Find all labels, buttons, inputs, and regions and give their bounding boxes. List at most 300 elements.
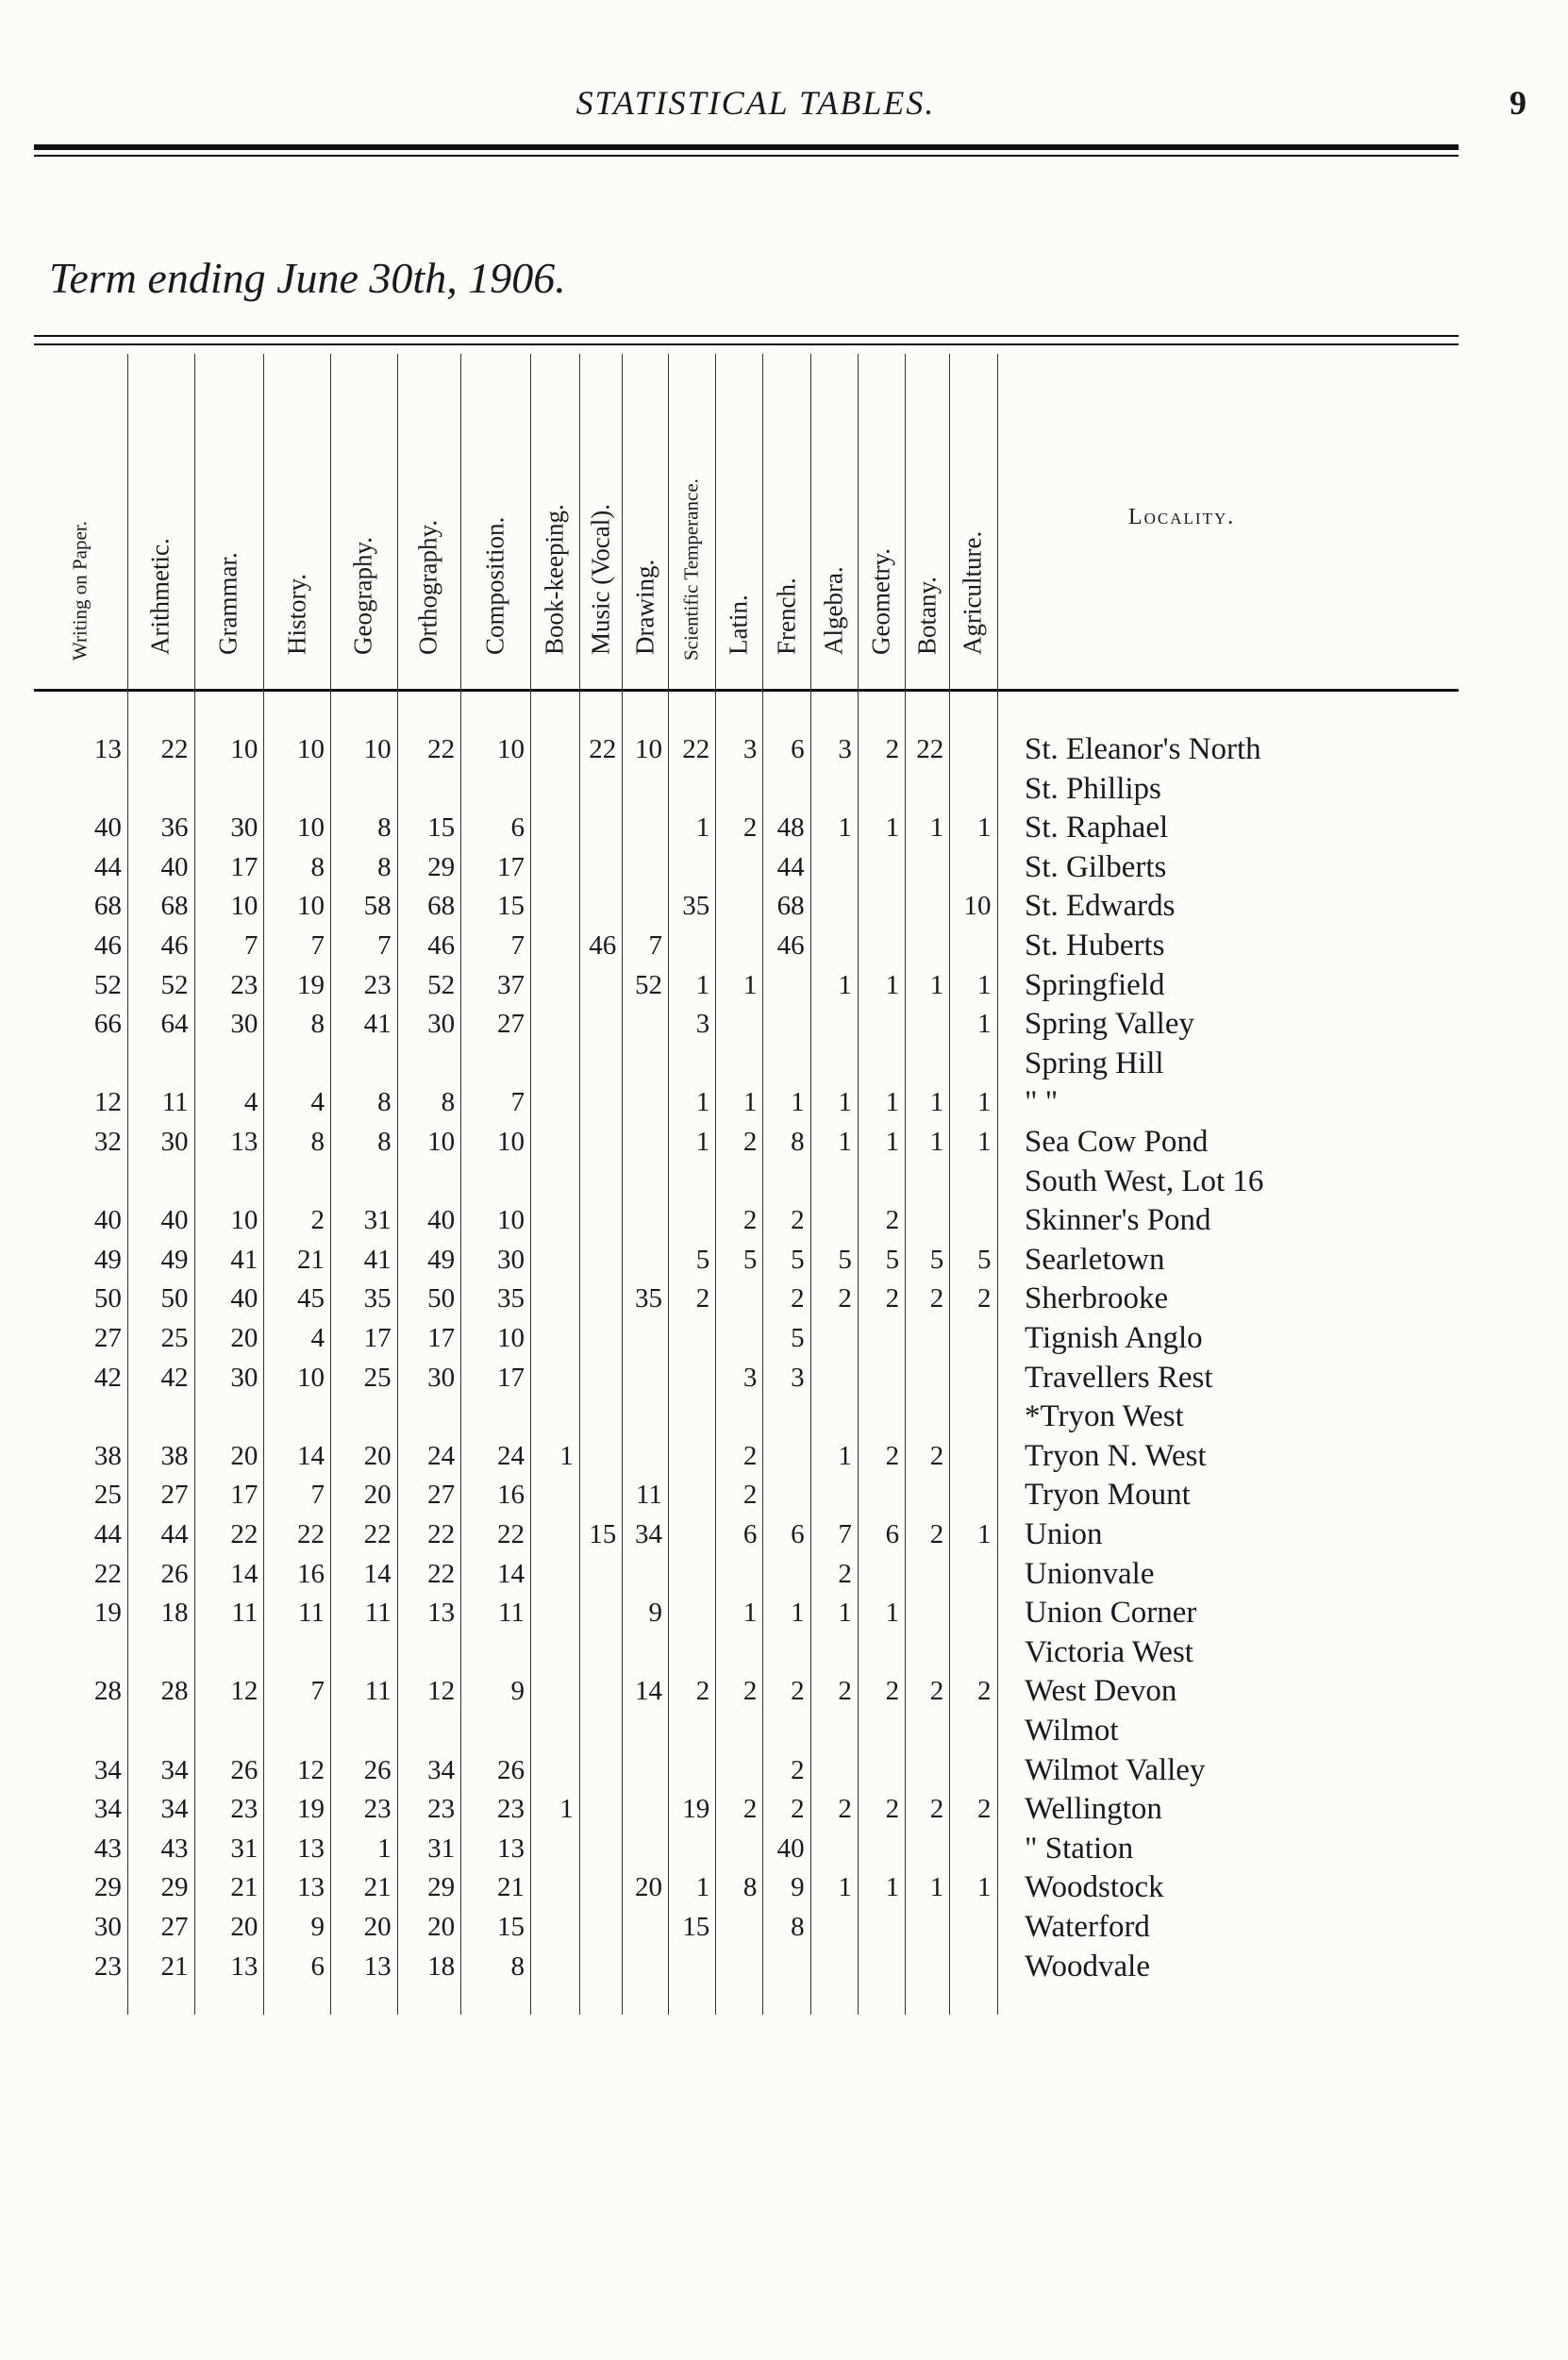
locality-name: Wellington xyxy=(1025,1792,1162,1827)
table-row xyxy=(34,1082,1459,1122)
table-row xyxy=(34,1789,1459,1829)
table-cell: 31 xyxy=(363,1205,392,1236)
table-cell: 12 xyxy=(296,1754,325,1785)
table-cell: 31 xyxy=(230,1833,259,1864)
table-cell: 25 xyxy=(93,1480,122,1511)
table-row xyxy=(34,1240,1459,1280)
table-cell: 41 xyxy=(230,1244,259,1275)
table-cell: 8 xyxy=(310,1009,325,1040)
table-cell: 2 xyxy=(929,1440,944,1471)
column-header-label: Agriculture. xyxy=(958,530,987,655)
table-cell: 12 xyxy=(427,1676,456,1707)
column-header-label: Orthography. xyxy=(413,520,442,655)
table-cell: 26 xyxy=(363,1754,392,1785)
table-cell: 2 xyxy=(695,1676,710,1707)
table-cell: 2 xyxy=(742,1127,758,1157)
table-cell: 10 xyxy=(496,734,525,764)
table-cell: 28 xyxy=(93,1676,122,1707)
locality-name: St. Huberts xyxy=(1025,929,1165,962)
table-cell: 12 xyxy=(93,1087,122,1118)
column-header-label: Music (Vocal). xyxy=(586,504,614,655)
table-cell: 2 xyxy=(742,812,758,844)
table-cell: 1 xyxy=(929,812,944,844)
table-cell: 10 xyxy=(963,891,992,922)
table-cell: 3 xyxy=(695,1009,710,1040)
column-header-label: Writing on Paper. xyxy=(68,521,92,661)
table-cell: 1 xyxy=(885,969,900,1000)
column-header-label: Botany. xyxy=(912,577,942,655)
table-cell: 17 xyxy=(427,1323,456,1353)
table-cell: 2 xyxy=(929,1283,944,1314)
column-header xyxy=(949,354,996,684)
table-cell: 27 xyxy=(427,1480,456,1511)
column-header xyxy=(34,354,127,684)
table-cell: 1 xyxy=(885,1598,900,1629)
table-cell: 2 xyxy=(885,734,900,764)
table-cell: 2 xyxy=(791,1283,805,1314)
table-cell: 37 xyxy=(496,969,525,1000)
table-cell: 7 xyxy=(838,1519,852,1549)
table-cell: 40 xyxy=(427,1205,456,1236)
table-cell: 35 xyxy=(496,1283,525,1314)
column-header xyxy=(263,354,330,684)
table-cell: 21 xyxy=(363,1872,392,1903)
table-cell: 40 xyxy=(93,812,122,844)
table-cell: 49 xyxy=(93,1244,122,1275)
page-number: 9 xyxy=(1510,84,1526,122)
table-cell: 5 xyxy=(885,1244,900,1275)
table-cell: 5 xyxy=(976,1244,992,1275)
locality-name: Sherbrooke xyxy=(1025,1281,1169,1316)
column-header xyxy=(905,354,949,684)
table-cell: 2 xyxy=(742,1676,758,1707)
table-cell: 4 xyxy=(310,1323,325,1353)
table-cell: 7 xyxy=(243,930,259,961)
table-cell: 19 xyxy=(296,969,325,1000)
table-cell: 6 xyxy=(791,1519,805,1549)
table-cell: 13 xyxy=(363,1950,392,1982)
column-header-label: Geometry. xyxy=(866,548,895,655)
table-cell: 8 xyxy=(377,1127,392,1157)
table-cell: 50 xyxy=(93,1283,122,1314)
table-row xyxy=(34,1397,1459,1436)
table-row xyxy=(34,1044,1459,1083)
table-cell: 2 xyxy=(885,1794,900,1825)
table-row xyxy=(34,1829,1459,1868)
table-cell: 24 xyxy=(427,1440,456,1471)
table-cell: 2 xyxy=(791,1205,805,1236)
table-cell: 20 xyxy=(363,1440,392,1471)
table-cell: 66 xyxy=(93,1009,122,1040)
column-header xyxy=(810,354,858,684)
table-cell: 1 xyxy=(929,1872,944,1903)
table-cell: 10 xyxy=(496,1323,525,1353)
table-cell: 40 xyxy=(230,1283,259,1314)
table-cell: 26 xyxy=(496,1754,525,1785)
running-title: STATISTICAL TABLES. xyxy=(575,84,936,122)
table-row xyxy=(34,1671,1459,1711)
table-cell: 22 xyxy=(496,1519,525,1549)
table-cell: 30 xyxy=(230,1362,259,1393)
table-cell: 6 xyxy=(791,734,805,764)
locality-name: Woodstock xyxy=(1025,1870,1164,1905)
table-cell: 43 xyxy=(93,1833,122,1864)
column-header xyxy=(579,354,623,684)
table-cell: 2 xyxy=(791,1676,805,1707)
column-header-label: Arithmetic. xyxy=(145,538,175,655)
locality-name: Travellers Rest xyxy=(1025,1360,1213,1395)
table-cell: 22 xyxy=(916,734,944,764)
column-header-label: Book-keeping. xyxy=(540,504,569,655)
table-cell: 18 xyxy=(427,1950,456,1982)
table-cell: 49 xyxy=(427,1244,456,1275)
column-header-label: Drawing. xyxy=(630,559,659,655)
table-cell: 7 xyxy=(310,1676,325,1707)
table-cell: 1 xyxy=(929,969,944,1000)
table-cell: 46 xyxy=(589,930,617,961)
table-cell: 19 xyxy=(93,1598,122,1629)
table-cell: 30 xyxy=(160,1127,189,1157)
table-cell: 23 xyxy=(93,1950,122,1982)
table-cell: 1 xyxy=(838,1440,852,1471)
table-cell: 15 xyxy=(589,1519,617,1549)
table-cell: 16 xyxy=(496,1480,525,1511)
table-cell: 1 xyxy=(885,1872,900,1903)
locality-name: Union xyxy=(1025,1517,1103,1551)
table-cell: 1 xyxy=(929,1127,944,1157)
table-cell: 15 xyxy=(496,891,525,922)
table-cell: 36 xyxy=(160,812,189,844)
table-cell: 27 xyxy=(160,1912,189,1942)
table-cell: 50 xyxy=(160,1283,189,1314)
table-cell: 1 xyxy=(885,812,900,844)
table-cell: 2 xyxy=(742,1205,758,1236)
table-cell: 11 xyxy=(231,1598,259,1629)
locality-name: St. Gilberts xyxy=(1025,849,1167,884)
table-cell: 21 xyxy=(496,1872,525,1903)
table-cell: 45 xyxy=(296,1283,325,1314)
table-cell: 28 xyxy=(160,1676,189,1707)
table-cell: 8 xyxy=(310,1127,325,1157)
locality-name: Unionvale xyxy=(1025,1556,1155,1591)
table-row xyxy=(34,926,1459,965)
column-header xyxy=(762,354,809,684)
table-cell: 26 xyxy=(160,1558,189,1589)
table-cell: 1 xyxy=(791,1598,805,1629)
table-cell: 19 xyxy=(682,1794,710,1825)
table-cell: 9 xyxy=(791,1872,805,1903)
table-cell: 29 xyxy=(427,851,456,882)
table-cell: 13 xyxy=(427,1598,456,1629)
table-cell: 22 xyxy=(160,734,189,764)
table-row xyxy=(34,1593,1459,1632)
table-cell: 8 xyxy=(377,851,392,882)
table-cell: 14 xyxy=(230,1558,259,1589)
table-row xyxy=(34,1554,1459,1594)
table-cell: 22 xyxy=(427,1519,456,1549)
table-cell: 10 xyxy=(427,1127,456,1157)
table-row xyxy=(34,965,1459,1005)
table-cell: 2 xyxy=(838,1283,852,1314)
table-cell: 41 xyxy=(363,1009,392,1040)
locality-name: Searletown xyxy=(1025,1242,1165,1277)
table-cell: 15 xyxy=(496,1912,525,1942)
column-header-label: Latin. xyxy=(724,594,753,655)
table-cell: 6 xyxy=(510,812,525,844)
table-cell: 2 xyxy=(885,1440,900,1471)
column-header xyxy=(127,354,194,684)
table-cell: 6 xyxy=(885,1519,900,1549)
table-cell: 5 xyxy=(838,1244,852,1275)
header-rule-thick xyxy=(34,144,1459,150)
table-cell: 14 xyxy=(496,1558,525,1589)
table-cell: 30 xyxy=(427,1362,456,1393)
table-row xyxy=(34,1122,1459,1162)
table-cell: 4 xyxy=(243,1087,259,1118)
table-cell: 38 xyxy=(160,1440,189,1471)
table-cell: 23 xyxy=(230,969,259,1000)
table-cell: 1 xyxy=(976,1127,992,1157)
table-cell: 21 xyxy=(160,1950,189,1982)
table-cell: 8 xyxy=(377,1087,392,1118)
table-cell: 1 xyxy=(929,1087,944,1118)
table-cell: 52 xyxy=(427,969,456,1000)
table-cell: 11 xyxy=(364,1598,392,1629)
table-row xyxy=(34,1867,1459,1907)
locality-name: St. Raphael xyxy=(1025,811,1169,845)
table-row xyxy=(34,1515,1459,1554)
table-cell: 18 xyxy=(160,1598,189,1629)
column-header-label: History. xyxy=(282,574,311,655)
table-cell: 5 xyxy=(791,1244,805,1275)
table-cell: 13 xyxy=(296,1872,325,1903)
locality-name: " Station xyxy=(1025,1831,1134,1866)
table-row xyxy=(34,1436,1459,1476)
table-cell: 48 xyxy=(776,812,805,844)
table-cell: 16 xyxy=(296,1558,325,1589)
table-cell: 1 xyxy=(838,1087,852,1118)
table-cell: 11 xyxy=(636,1480,662,1511)
table-cell: 40 xyxy=(160,1205,189,1236)
table-cell: 2 xyxy=(838,1676,852,1707)
column-header xyxy=(858,354,905,684)
table-cell: 1 xyxy=(559,1794,574,1825)
table-cell: 44 xyxy=(160,1519,189,1549)
table-cell: 1 xyxy=(742,969,758,1000)
table-cell: 1 xyxy=(976,1087,992,1118)
table-cell: 20 xyxy=(363,1912,392,1942)
table-cell: 31 xyxy=(427,1833,456,1864)
table-cell: 13 xyxy=(230,1950,259,1982)
table-cell: 40 xyxy=(93,1205,122,1236)
table-cell: 10 xyxy=(496,1205,525,1236)
table-cell: 1 xyxy=(695,969,710,1000)
table-cell: 9 xyxy=(510,1676,525,1707)
table-cell: 17 xyxy=(230,1480,259,1511)
table-row xyxy=(34,1475,1459,1515)
locality-name: St. Edwards xyxy=(1025,889,1176,924)
table-cell: 2 xyxy=(929,1794,944,1825)
table-cell: 50 xyxy=(427,1283,456,1314)
table-cell: 27 xyxy=(93,1323,122,1353)
column-header-label: Composition. xyxy=(480,516,509,655)
table-cell: 8 xyxy=(791,1912,805,1942)
table-cell: 8 xyxy=(441,1087,456,1118)
table-cell: 34 xyxy=(427,1754,456,1785)
table-cell: 2 xyxy=(791,1794,805,1825)
table-cell: 20 xyxy=(427,1912,456,1942)
table-cell: 30 xyxy=(93,1912,122,1942)
table-cell: 11 xyxy=(161,1087,189,1118)
locality-header: Locality. xyxy=(1128,505,1236,529)
table-cell: 2 xyxy=(885,1283,900,1314)
table-cell: 2 xyxy=(929,1519,944,1549)
table-cell: 1 xyxy=(742,1598,758,1629)
table-cell: 29 xyxy=(427,1872,456,1903)
table-cell: 10 xyxy=(363,734,392,764)
locality-name: Woodvale xyxy=(1025,1949,1150,1983)
table-cell: 7 xyxy=(377,930,392,961)
table-cell: 23 xyxy=(230,1794,259,1825)
table-cell: 40 xyxy=(160,851,189,882)
table-cell: 40 xyxy=(776,1833,805,1864)
table-cell: 2 xyxy=(976,1794,992,1825)
locality-name: *Tryon West xyxy=(1025,1399,1184,1434)
table-cell: 19 xyxy=(296,1794,325,1825)
table-cell: 1 xyxy=(377,1833,392,1864)
table-cell: 20 xyxy=(230,1323,259,1353)
table-cell: 1 xyxy=(695,1872,710,1903)
table-row xyxy=(34,1162,1459,1201)
table-cell: 46 xyxy=(427,930,456,961)
table-top-rule-inner xyxy=(34,343,1459,345)
column-header-label: French. xyxy=(772,577,801,655)
locality-name: Spring Valley xyxy=(1025,1007,1194,1042)
table-cell: 1 xyxy=(976,969,992,1000)
table-cell: 41 xyxy=(363,1244,392,1275)
table-cell: 3 xyxy=(791,1362,805,1393)
table-cell: 2 xyxy=(695,1283,710,1314)
table-cell: 4 xyxy=(310,1087,325,1118)
table-cell: 15 xyxy=(682,1912,710,1942)
table-cell: 46 xyxy=(93,930,122,961)
table-cell: 34 xyxy=(160,1754,189,1785)
table-cell: 14 xyxy=(363,1558,392,1589)
table-cell: 20 xyxy=(363,1480,392,1511)
table-cell: 1 xyxy=(885,1087,900,1118)
table-cell: 1 xyxy=(559,1440,574,1471)
table-cell: 29 xyxy=(160,1872,189,1903)
table-cell: 52 xyxy=(160,969,189,1000)
column-header xyxy=(460,354,530,684)
column-header xyxy=(397,354,461,684)
locality-name: Waterford xyxy=(1025,1910,1150,1944)
table-cell: 7 xyxy=(648,930,662,961)
table-row xyxy=(34,1907,1459,1947)
column-header xyxy=(715,354,762,684)
table-cell: 23 xyxy=(496,1794,525,1825)
table-cell: 14 xyxy=(634,1676,662,1707)
table-cell: 2 xyxy=(742,1794,758,1825)
table-row xyxy=(34,1947,1459,1986)
locality-name: Tignish Anglo xyxy=(1025,1321,1203,1355)
table-cell: 17 xyxy=(496,851,525,882)
table-cell: 13 xyxy=(496,1833,525,1864)
table-cell: 5 xyxy=(929,1244,944,1275)
locality-name: Tryon N. West xyxy=(1025,1438,1207,1473)
table-cell: 44 xyxy=(776,851,805,882)
table-cell: 13 xyxy=(296,1833,325,1864)
table-cell: 23 xyxy=(363,969,392,1000)
table-cell: 35 xyxy=(634,1283,662,1314)
table-row xyxy=(34,1711,1459,1750)
table-cell: 1 xyxy=(976,1009,992,1040)
table-cell: 22 xyxy=(93,1558,122,1589)
table-cell: 2 xyxy=(885,1676,900,1707)
table-cell: 15 xyxy=(427,812,456,844)
table-cell: 2 xyxy=(742,1480,758,1511)
table-cell: 35 xyxy=(363,1283,392,1314)
table-cell: 17 xyxy=(230,851,259,882)
table-top-rule xyxy=(34,335,1459,337)
table-cell: 22 xyxy=(296,1519,325,1549)
table-cell: 1 xyxy=(695,812,710,844)
locality-name: St. Eleanor's North xyxy=(1025,732,1261,766)
table-cell: 29 xyxy=(93,1872,122,1903)
table-cell: 20 xyxy=(634,1872,662,1903)
table-cell: 46 xyxy=(776,930,805,961)
locality-name: Tryon Mount xyxy=(1025,1478,1191,1513)
table-cell: 10 xyxy=(296,891,325,922)
table-cell: 2 xyxy=(838,1794,852,1825)
table-cell: 64 xyxy=(160,1009,189,1040)
table-cell: 1 xyxy=(885,1127,900,1157)
table-cell: 34 xyxy=(634,1519,662,1549)
table-cell: 1 xyxy=(838,969,852,1000)
table-cell: 5 xyxy=(791,1323,805,1353)
table-cell: 68 xyxy=(427,891,456,922)
table-row xyxy=(34,808,1459,847)
table-row xyxy=(34,1200,1459,1240)
table-cell: 1 xyxy=(838,812,852,844)
table-cell: 11 xyxy=(298,1598,325,1629)
header-rule-thin xyxy=(34,155,1459,157)
table-cell: 52 xyxy=(634,969,662,1000)
table-cell: 10 xyxy=(230,734,259,764)
locality-name: Victoria West xyxy=(1025,1634,1193,1669)
locality-name: Wilmot Valley xyxy=(1025,1752,1206,1787)
table-cell: 44 xyxy=(93,851,122,882)
locality-name: " " xyxy=(1025,1085,1059,1120)
table-cell: 68 xyxy=(93,891,122,922)
table-row xyxy=(34,1632,1459,1672)
table-cell: 1 xyxy=(791,1087,805,1118)
table-cell: 5 xyxy=(742,1244,758,1275)
table-cell: 42 xyxy=(93,1362,122,1393)
table-cell: 10 xyxy=(296,734,325,764)
table-cell: 1 xyxy=(976,812,992,844)
table-cell: 8 xyxy=(310,851,325,882)
table-cell: 22 xyxy=(427,1558,456,1589)
table-cell: 13 xyxy=(93,734,122,764)
table-cell: 23 xyxy=(427,1794,456,1825)
table-cell: 7 xyxy=(510,930,525,961)
locality-name: West Devon xyxy=(1025,1674,1177,1709)
table-cell: 10 xyxy=(296,1362,325,1393)
column-header xyxy=(530,354,579,684)
table-cell: 3 xyxy=(742,734,758,764)
table-cell: 17 xyxy=(496,1362,525,1393)
